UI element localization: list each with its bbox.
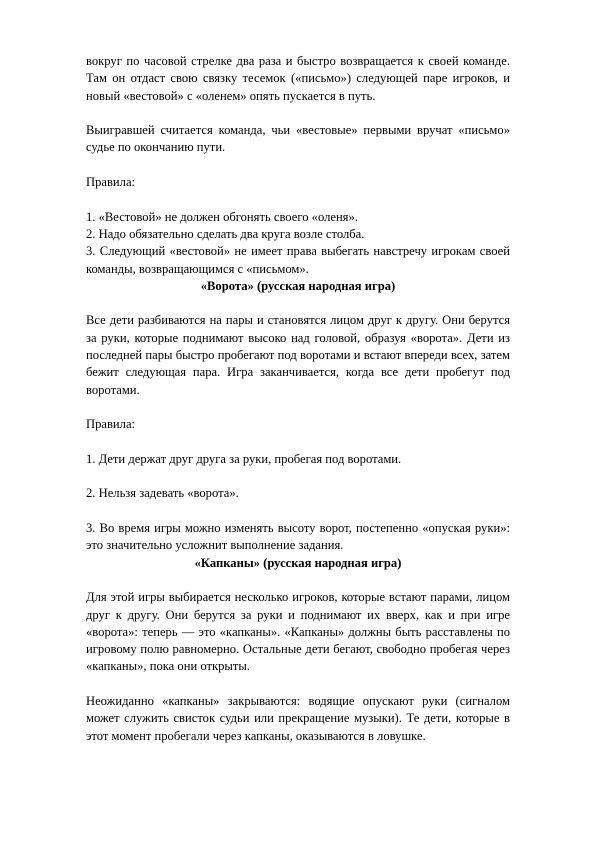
rule-item: 3. Следующий «вестовой» не имеет права выбегать навстречу игрокам своей команды, возвращающимся с «письмом». [86, 244, 510, 276]
spacer [86, 676, 510, 693]
spacer [86, 503, 510, 520]
paragraph-winner: Выигравшей считается команда, чьи «вестовые» первыми вручат «письмо» судье по окончанию пути. [86, 123, 510, 155]
rule-item: 2. Нельзя задевать «ворота». [86, 486, 239, 501]
spacer [86, 295, 510, 312]
rule-item: 3. Во время игры можно изменять высоту ворот, постепенно «опуская руки»: это значительно усложнит выполнение задания. [86, 521, 510, 553]
paragraph-vorota: Все дети разбиваются на пары и становятся лицом друг к другу. Они берутся за руки, которые поднимают высоко над головой, образуя «ворота». Дети из последней пары быстро пробегают под воротами и встают впереди всех, затем бежит следующая пара. Игра заканчивается, когда все дети пробегут под воротами. [86, 313, 510, 397]
document-page [86, 53, 510, 745]
rules-label: Правила: [86, 175, 136, 190]
rule-item: 1. Дети держат друг друга за руки, пробегая под воротами. [86, 451, 402, 466]
spacer [86, 434, 510, 451]
section-heading-kapkany: «Капканы» (русская народная игра) [194, 555, 402, 570]
spacer [86, 191, 510, 208]
spacer [86, 105, 510, 122]
paragraph-kapkany-2: Неожиданно «капканы» закрываются: водящие опускают руки (сигналом может служить свисток судьи или прекращение музыки). Те дети, которые в этот момент пробегали через капканы, оказываются в ловушке. [86, 693, 510, 743]
section-heading-vorota: «Ворота» (русская народная игра) [200, 278, 396, 293]
spacer [86, 572, 510, 589]
spacer [86, 157, 510, 174]
rule-item: 2. Надо обязательно сделать два круга возле столба. [86, 226, 365, 241]
spacer [86, 399, 510, 416]
paragraph-intro: вокруг по часовой стрелке два раза и быстро возвращается к своей команде. Там он отдаст свою связку тесемок («письмо») следующей паре игроков, и новый «вестовой» с «оленем» опять пускается в путь. [86, 54, 510, 103]
paragraph-kapkany-1: Для этой игры выбирается несколько игроков, которые встают парами, лицом друг к другу. Они берутся за руки и поднимают их вверх, как и при игре «ворота»: теперь — это «капканы». «Капканы» должны быть расставлены по игровому полю равномерно. Остальные дети бегают, свободно пробегая через «капканы», пока они открыты. [86, 590, 510, 674]
rules-label: Правила: [86, 417, 136, 432]
spacer [86, 468, 510, 485]
rule-item: 1. «Вестовой» не должен обгонять своего «оленя». [86, 209, 358, 224]
